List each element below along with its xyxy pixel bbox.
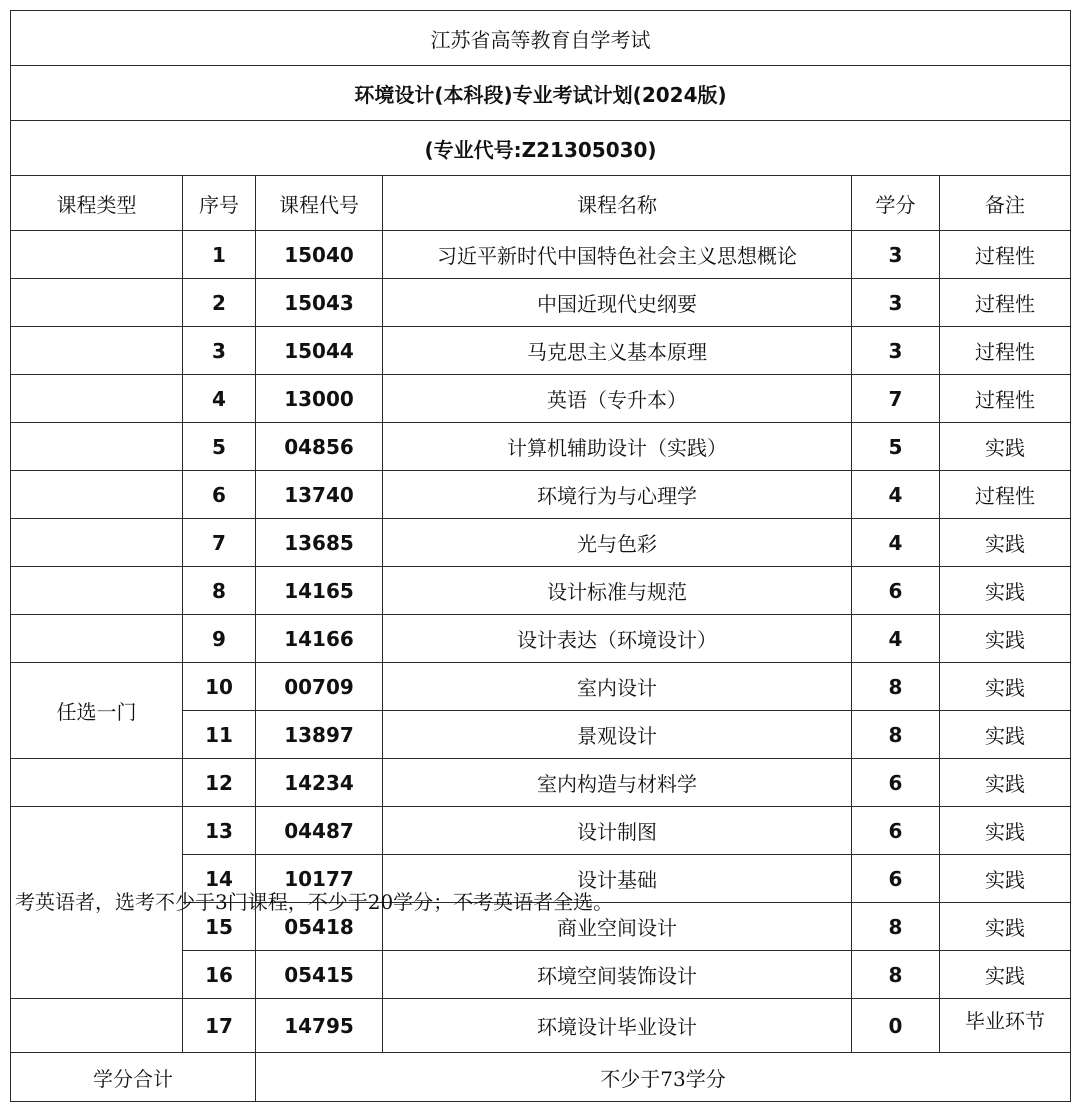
table-row	[11, 567, 1071, 615]
course-credits: 4	[852, 615, 940, 663]
course-credits: 6	[852, 567, 940, 615]
course-code: 15043	[256, 279, 383, 327]
table-row	[11, 519, 1071, 567]
course-name: 光与色彩	[383, 519, 852, 567]
course-code: 13000	[256, 375, 383, 423]
row-no: 16	[183, 951, 256, 999]
course-credits: 8	[852, 951, 940, 999]
course-remark: 过程性	[940, 231, 1071, 279]
course-name: 室内构造与材料学	[383, 759, 852, 807]
table-row	[11, 807, 1071, 855]
course-code: 10177	[256, 855, 383, 903]
course-name: 中国近现代史纲要	[383, 279, 852, 327]
column-header-row	[11, 176, 1071, 231]
col-header-course-name: 课程名称	[383, 176, 852, 231]
course-credits: 4	[852, 471, 940, 519]
exam-plan-table	[10, 10, 1071, 1102]
course-remark: 实践	[940, 759, 1071, 807]
course-name: 环境空间装饰设计	[383, 951, 852, 999]
course-remark: 实践	[940, 423, 1071, 471]
row-no: 1	[183, 231, 256, 279]
course-credits: 6	[852, 855, 940, 903]
course-code: 04487	[256, 807, 383, 855]
table-row	[11, 999, 1071, 1053]
course-name: 习近平新时代中国特色社会主义思想概论	[383, 231, 852, 279]
course-credits: 8	[852, 711, 940, 759]
row-no: 14	[183, 855, 256, 903]
row-no: 3	[183, 327, 256, 375]
course-name: 环境设计毕业设计	[383, 999, 852, 1053]
exam-plan-document	[10, 10, 1070, 1102]
course-remark: 实践	[940, 855, 1071, 903]
course-remark: 过程性	[940, 471, 1071, 519]
course-remark: 实践	[940, 615, 1071, 663]
course-remark: 实践	[940, 951, 1071, 999]
course-code: 05415	[256, 951, 383, 999]
row-no: 2	[183, 279, 256, 327]
course-type-cell	[11, 279, 183, 327]
course-code: 14166	[256, 615, 383, 663]
course-credits: 6	[852, 759, 940, 807]
row-no: 5	[183, 423, 256, 471]
table-row	[11, 231, 1071, 279]
col-header-course-code: 课程代号	[256, 176, 383, 231]
col-header-no: 序号	[183, 176, 256, 231]
course-credits: 7	[852, 375, 940, 423]
course-type-cell	[11, 327, 183, 375]
table-row	[11, 615, 1071, 663]
table-row	[11, 663, 1071, 711]
course-credits: 5	[852, 423, 940, 471]
document-title: 江苏省高等教育自学考试	[11, 11, 1071, 66]
title-row	[11, 11, 1071, 66]
course-name: 室内设计	[383, 663, 852, 711]
course-remark: 实践	[940, 807, 1071, 855]
course-name: 设计表达（环境设计）	[383, 615, 852, 663]
course-credits: 0	[852, 999, 940, 1053]
course-code: 13740	[256, 471, 383, 519]
row-no: 6	[183, 471, 256, 519]
row-no: 12	[183, 759, 256, 807]
course-name: 环境行为与心理学	[383, 471, 852, 519]
course-credits: 3	[852, 279, 940, 327]
table-row	[11, 423, 1071, 471]
course-remark: 过程性	[940, 279, 1071, 327]
course-type-elective-one: 任选一门	[11, 663, 183, 759]
course-type-cell	[11, 999, 183, 1053]
course-code: 14795	[256, 999, 383, 1053]
course-name: 设计标准与规范	[383, 567, 852, 615]
course-code: 14234	[256, 759, 383, 807]
course-code: 00709	[256, 663, 383, 711]
course-type-cell	[11, 423, 183, 471]
row-no: 4	[183, 375, 256, 423]
course-code: 14165	[256, 567, 383, 615]
course-credits: 3	[852, 231, 940, 279]
major-code: (专业代号:Z21305030)	[11, 121, 1071, 176]
course-credits: 8	[852, 903, 940, 951]
course-type-english-rule: 考英语者，选考不少于3门课程，不少于20学分；不考英语者全选。	[11, 807, 183, 999]
course-remark: 实践	[940, 567, 1071, 615]
table-row	[11, 327, 1071, 375]
course-remark: 实践	[940, 663, 1071, 711]
course-code: 15040	[256, 231, 383, 279]
plan-name-row	[11, 66, 1071, 121]
course-code: 15044	[256, 327, 383, 375]
course-credits: 4	[852, 519, 940, 567]
course-remark: 实践	[940, 519, 1071, 567]
course-credits: 6	[852, 807, 940, 855]
col-header-remarks: 备注	[940, 176, 1071, 231]
course-name: 设计基础	[383, 855, 852, 903]
major-code-row	[11, 121, 1071, 176]
course-code: 04856	[256, 423, 383, 471]
row-no: 10	[183, 663, 256, 711]
course-remark: 毕业环节	[940, 999, 1071, 1053]
table-row	[11, 759, 1071, 807]
course-name: 设计制图	[383, 807, 852, 855]
row-no: 15	[183, 903, 256, 951]
plan-name: 环境设计(本科段)专业考试计划(2024版)	[11, 66, 1071, 121]
course-name: 计算机辅助设计（实践）	[383, 423, 852, 471]
row-no: 8	[183, 567, 256, 615]
row-no: 9	[183, 615, 256, 663]
course-type-cell	[11, 231, 183, 279]
table-row	[11, 471, 1071, 519]
table-row	[11, 279, 1071, 327]
row-no: 11	[183, 711, 256, 759]
course-type-cell	[11, 567, 183, 615]
course-remark: 实践	[940, 903, 1071, 951]
course-code: 13685	[256, 519, 383, 567]
total-row	[11, 1053, 1071, 1102]
total-credits-value: 不少于73学分	[256, 1053, 1071, 1102]
row-no: 17	[183, 999, 256, 1053]
course-remark: 过程性	[940, 327, 1071, 375]
course-type-cell	[11, 519, 183, 567]
course-name: 商业空间设计	[383, 903, 852, 951]
course-code: 13897	[256, 711, 383, 759]
course-type-cell	[11, 759, 183, 807]
course-remark: 实践	[940, 711, 1071, 759]
course-type-cell	[11, 471, 183, 519]
row-no: 7	[183, 519, 256, 567]
course-credits: 3	[852, 327, 940, 375]
course-name: 马克思主义基本原理	[383, 327, 852, 375]
row-no: 13	[183, 807, 256, 855]
course-type-cell	[11, 615, 183, 663]
course-code: 05418	[256, 903, 383, 951]
course-type-cell	[11, 375, 183, 423]
total-credits-label: 学分合计	[11, 1053, 256, 1102]
course-name: 英语（专升本）	[383, 375, 852, 423]
col-header-credits: 学分	[852, 176, 940, 231]
col-header-course-type: 课程类型	[11, 176, 183, 231]
course-remark: 过程性	[940, 375, 1071, 423]
table-row	[11, 375, 1071, 423]
course-credits: 8	[852, 663, 940, 711]
course-name: 景观设计	[383, 711, 852, 759]
